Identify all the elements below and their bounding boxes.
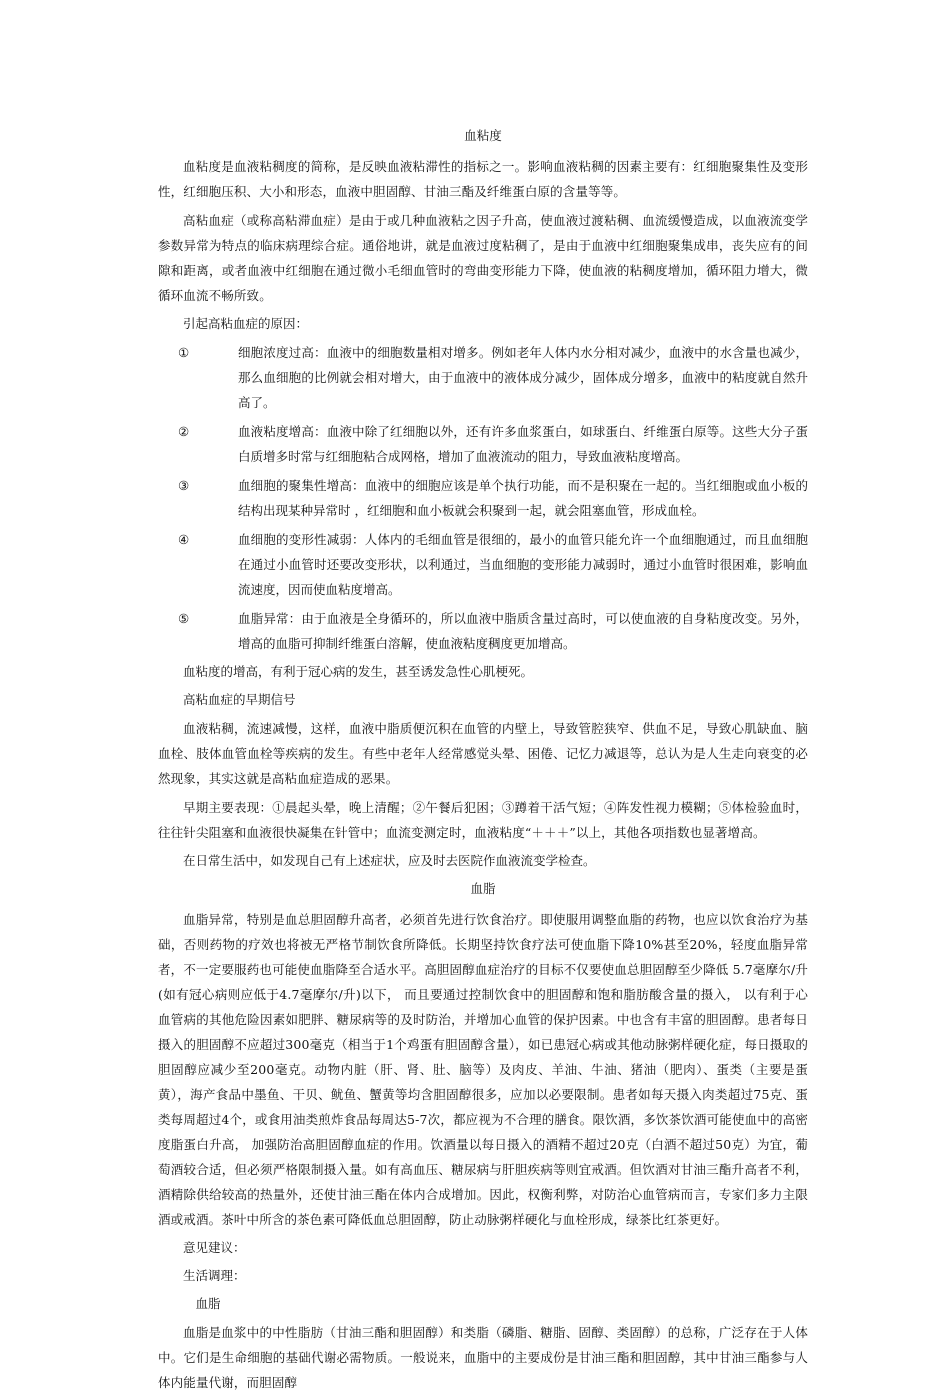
subheading: 血脂 [195,1296,221,1311]
document-body [158,124,808,1399]
paragraph: 血脂是血浆中的中性脂肪（甘油三酯和胆固醇）和类脂（磷脂、糖脂、固醇、类固醇）的总称，广泛存在于人体中。它们是生命细胞的基础代谢必需物质。一般说来，血脂中的主要成份是甘油三酯和胆固醇，其中甘油三酯参与人体内能量代谢，而胆固醇 [158,1325,808,1390]
subheading: 生活调理： [183,1268,246,1283]
list-text: 血脂异常：由于血液是全身循环的，所以血液中脂质含量过高时，可以使血液的自身粘度改变。另外，增高的血脂可抑制纤维蛋白溶解，使血液粘度稠度更加增高。 [238,611,808,651]
paragraph: 在日常生活中，如发现自己有上述症状，应及时去医院作血液流变学检查。 [183,853,596,868]
list-number: ① [178,345,190,360]
list-number: ④ [178,532,190,547]
list-item [158,527,808,602]
list-item [158,473,808,523]
section-title-blood-viscosity: 血粘度 [464,128,502,143]
paragraph: 早期主要表现：①晨起头晕，晚上清醒；②午餐后犯困；③蹲着干活气短；④阵发性视力模糊；⑤体检验血时，往往针尖阻塞和血液很快凝集在针管中；血流变测定时，血液粘度“＋＋＋”以上，其他各项指数也显著增高。 [158,800,808,840]
list-item [158,419,808,469]
list-number: ② [178,424,190,439]
list-text: 细胞浓度过高：血液中的细胞数量相对增多。例如老年人体内水分相对减少，血液中的水含量也减少，那么血细胞的比例就会相对增大，由于血液中的液体成分减少，固体成分增多，血液中的粘度就自然升高了。 [238,345,808,410]
subheading: 意见建议： [183,1240,246,1255]
paragraph: 血粘度的增高，有利于冠心病的发生，甚至诱发急性心肌梗死。 [183,664,534,679]
paragraph: 血粘度是血液粘稠度的简称，是反映血液粘滞性的指标之一。影响血液粘稠的因素主要有：红细胞聚集性及变形性，红细胞压积、大小和形态，血液中胆固醇、甘油三酯及纤维蛋白原的含量等等。 [158,159,808,199]
paragraph: 血脂异常，特别是血总胆固醇升高者，必须首先进行饮食治疗。即使服用调整血脂的药物，也应以饮食治疗为基础，否则药物的疗效也将被无严格节制饮食所降低。长期坚持饮食疗法可使血脂下降10%甚至20%，轻度血脂异常者，不一定要服药也可能使血脂降至合适水平。高胆固醇血症治疗的目标不仅要使血总胆固醇至少降低 5.7毫摩尔/升(如有冠心病则应低于4.7毫摩尔/升)以下， 而且要通过控制饮食中的胆固醇和饱和脂肪酸含量的摄入， 以有利于心血管病的其他危险因素如肥胖、糖尿病等的及时防治，并增加心血管的保护因素。中也含有丰富的胆固醇。患者每日摄入的胆固醇不应超过300毫克（相当于1个鸡蛋有胆固醇含量），如已患冠心病或其他动脉粥样硬化症，每日摄取的胆固醇应减少至200毫克。动物内脏（肝、肾、肚、脑等）及肉皮、羊油、牛油、猪油（肥肉）、蛋类（主要是蛋黄），海产食品中墨鱼、干贝、鱿鱼、蟹黄等均含胆固醇很多，应加以必要限制。患者如每天摄入肉类超过75克、蛋类每周超过4个，或食用油类煎炸食品每周达5-7次，都应视为不合理的膳食。限饮酒，多饮茶饮酒可能使血中的高密度脂蛋白升高， 加强防治高胆固醇血症的作用。饮酒量以每日摄入的酒精不超过20克（白酒不超过50克）为宜，葡萄酒较合适，但必须严格限制摄入量。如有高血压、糖尿病与肝胆疾病等则宜戒酒。但饮酒对甘油三酯升高者不利，酒精除供给较高的热量外，还使甘油三酯在体内合成增加。因此，权衡利弊，对防治心血管病而言，专家们多力主限酒或戒酒。茶叶中所含的茶色素可降低血总胆固醇，防止动脉粥样硬化与血栓形成，绿茶比红茶更好。 [158,912,808,1227]
paragraph: 血液粘稠，流速减慢，这样，血液中脂质便沉积在血管的内壁上，导致管腔狭窄、供血不足，导致心肌缺血、脑血栓、肢体血管血栓等疾病的发生。有些中老年人经常感觉头晕、困倦、记忆力减退等，总认为是人生走向衰变的必然现象，其实这就是高粘血症造成的恶果。 [158,721,808,786]
paragraph: 高粘血症（或称高粘滞血症）是由于或几种血液粘之因子升高，使血液过渡粘稠、血流缓慢造成，以血液流变学参数异常为特点的临床病理综合症。通俗地讲，就是血液过度粘稠了，是由于血液中红细胞聚集成串，丧失应有的间隙和距离，或者血液中红细胞在通过微小毛细血管时的弯曲变形能力下降，使血液的粘稠度增加，循环阻力增大，微循环血流不畅所致。 [158,213,808,303]
paragraph: 引起高粘血症的原因： [183,316,309,331]
list-text: 血细胞的变形性减弱：人体内的毛细血管是很细的，最小的血管只能允许一个血细胞通过，而且血细胞在通过小血管时还要改变形状，以利通过，当血细胞的变形能力减弱时，通过小血管时很困难，影响血流速度，因而使血粘度增高。 [238,532,808,597]
list-text: 血细胞的聚集性增高：血液中的细胞应该是单个执行功能，而不是积聚在一起的。当红细胞或血小板的结构出现某种异常时 ，红细胞和血小板就会积聚到一起，就会阻塞血管，形成血栓。 [238,478,808,518]
list-number: ⑤ [178,611,190,626]
subheading: 高粘血症的早期信号 [183,692,296,707]
list-item [158,606,808,656]
list-number: ③ [178,478,190,493]
list-text: 血液粘度增高：血液中除了红细胞以外，还有许多血浆蛋白，如球蛋白、纤维蛋白原等。这些大分子蛋白质增多时常与红细胞粘合成网格，增加了血液流动的阻力，导致血液粘度增高。 [238,424,808,464]
section-title-blood-lipids: 血脂 [470,881,496,896]
list-item [158,340,808,415]
